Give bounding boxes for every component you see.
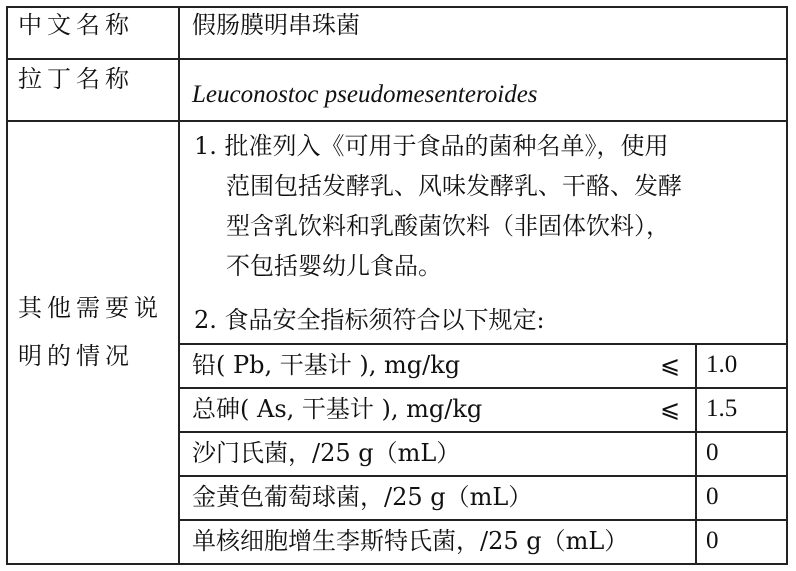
note-item1-line3: 型含乳饮料和乳酸菌饮料（非固体饮料），: [226, 212, 670, 240]
note-item2: 2. 食品安全指标须符合以下规定:: [194, 306, 545, 334]
limit-item: 金黄色葡萄球菌，/25 g（mL）: [192, 483, 533, 511]
note-item1-line2: 范围包括发酵乳、风味发酵乳、干酪、发酵: [226, 172, 682, 200]
limit-operator: ⩽: [660, 395, 681, 423]
value-chinese-name: 假肠膜明串珠菌: [192, 11, 360, 39]
limit-value: 0: [706, 483, 719, 510]
limit-value: 0: [706, 527, 719, 554]
limit-value: 1.5: [706, 395, 738, 422]
limit-item: 沙门氏菌，/25 g（mL）: [192, 439, 461, 467]
limit-item: 总砷( As, 干基计 ), mg/kg: [192, 395, 483, 423]
info-table: [6, 6, 788, 565]
row-divider: [6, 58, 788, 60]
note-item1-line1: 1. 批准列入《可用于食品的菌种名单》，使用: [194, 132, 669, 160]
table-border-bottom: [6, 563, 788, 565]
limit-value: 1.0: [706, 351, 738, 378]
limit-operator: ⩽: [660, 351, 681, 379]
table-border-left: [6, 6, 8, 565]
table-border-right: [786, 6, 788, 565]
column-divider: [178, 6, 180, 565]
table-border-top: [6, 6, 788, 8]
subtable-value-divider: [695, 343, 697, 565]
label-other-notes-line2: 明的情况: [18, 342, 134, 370]
row-divider: [6, 120, 788, 122]
note-item1-line4: 不包括婴幼儿食品。: [226, 252, 442, 280]
label-latin-name: 拉丁名称: [18, 65, 134, 93]
limit-item: 铅( Pb, 干基计 ), mg/kg: [192, 351, 461, 379]
limit-value: 0: [706, 439, 719, 466]
label-chinese-name: 中文名称: [18, 11, 134, 39]
label-other-notes-line1: 其他需要说: [18, 294, 163, 322]
limit-item: 单核细胞增生李斯特氏菌，/25 g（mL）: [192, 527, 629, 555]
value-latin-name: Leuconostoc pseudomesenteroides: [192, 81, 538, 108]
